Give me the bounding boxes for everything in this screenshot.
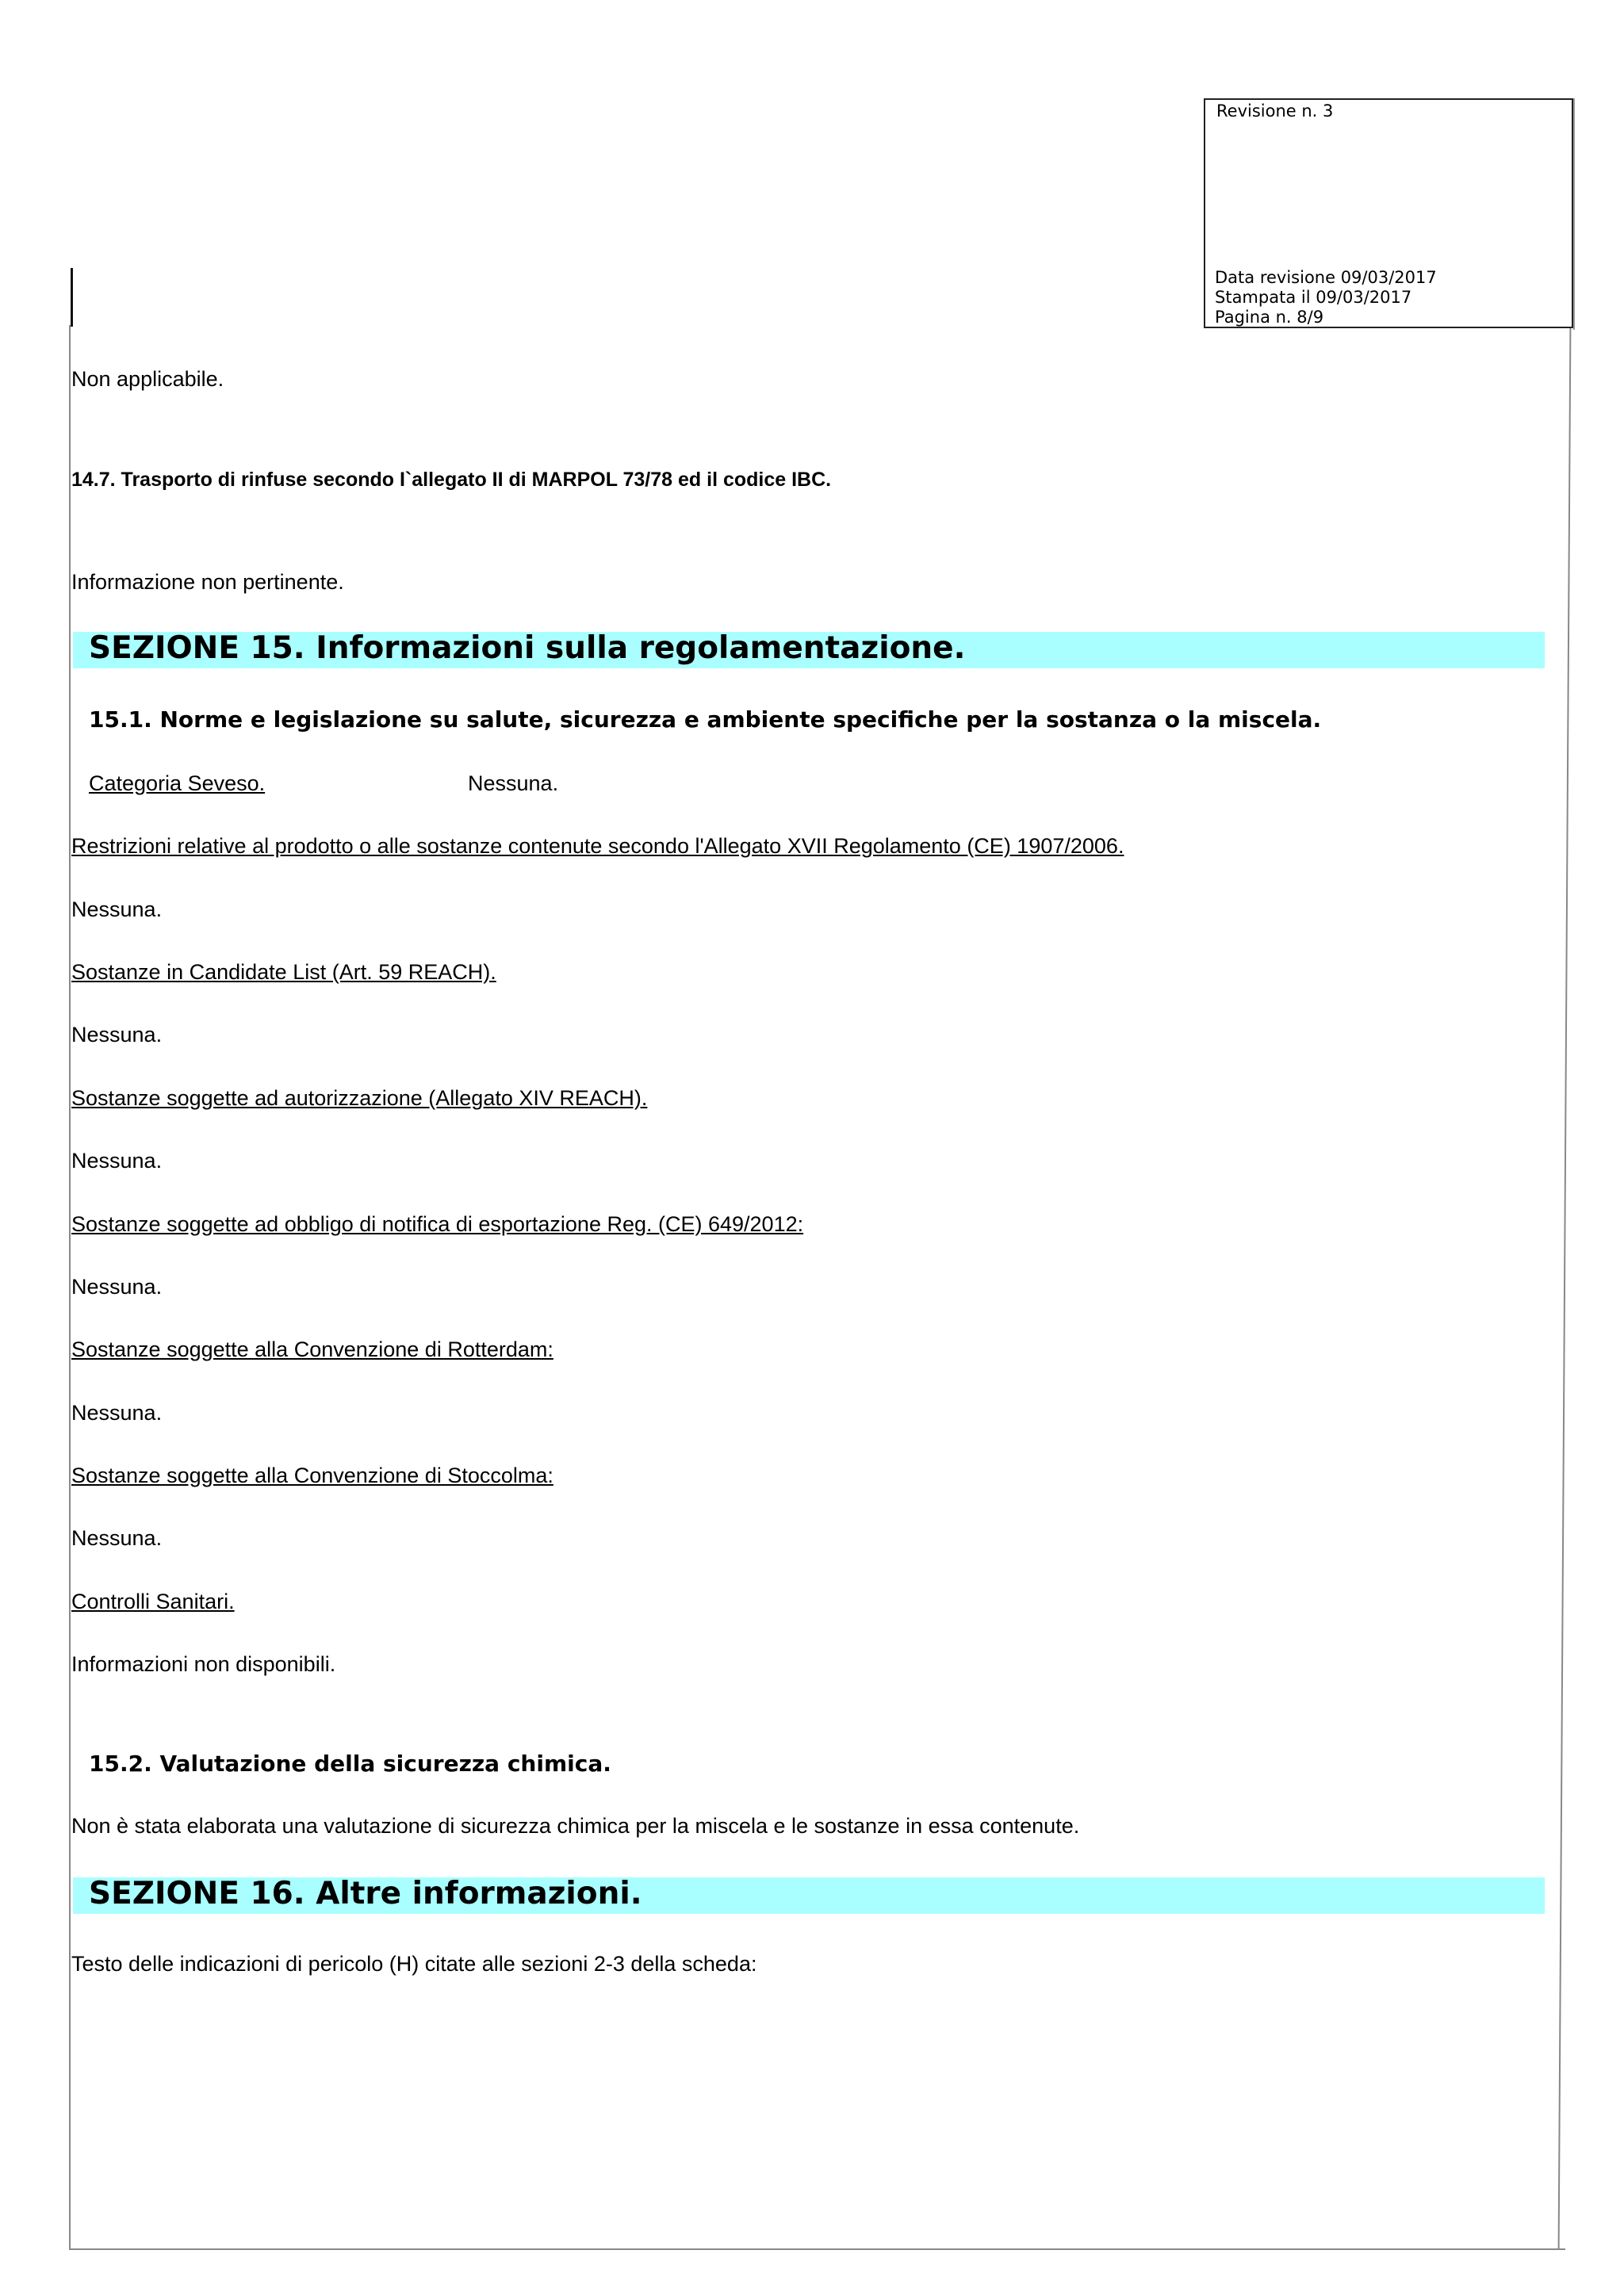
page-frame-left [69,325,71,2250]
revision-box-shadow [1573,98,1575,330]
regulation-item-value: Nessuna. [71,1023,163,1047]
regulation-item-label: Sostanze soggette alla Convenzione di Rotterdam: [71,1337,553,1361]
seveso-label: Categoria Seveso. [89,771,266,795]
regulation-item-label: Sostanze soggette ad obbligo di notifica di esportazione Reg. (CE) 649/2012: [71,1212,804,1236]
page-frame-right [1558,328,1572,2250]
regulation-item-label: Sostanze in Candidate List (Art. 59 REACH). [71,960,496,984]
info-not-relevant-text: Informazione non pertinente. [71,570,344,594]
not-applicable-text: Non applicabile. [71,367,224,391]
revision-details [1215,268,1437,327]
page-frame-bottom [69,2248,1565,2250]
revision-box [1204,98,1573,328]
printed-date: Stampata il 09/03/2017 [1215,288,1412,307]
section-15-title: SEZIONE 15. Informazioni sulla regolamentazione. [89,630,966,666]
regulation-item-label: Controlli Sanitari. [71,1590,235,1613]
regulation-item-label: Restrizioni relative al prodotto o alle sostanze contenute secondo l'Allegato XVII Regolamento (CE) 1907/2006. [71,834,1124,858]
regulation-item-value: Nessuna. [71,1275,163,1299]
regulation-item-value: Nessuna. [71,1401,163,1425]
heading-14-7: 14.7. Trasporto di rinfuse secondo I`allegato II di MARPOL 73/78 ed il codice IBC. [71,469,832,491]
text-cursor [71,268,73,327]
page-number: Pagina n. 8/9 [1215,308,1324,327]
revision-number: Revisione n. 3 [1216,101,1334,121]
heading-15-1: 15.1. Norme e legislazione su salute, sicurezza e ambiente specifiche per la sostanza o la miscela. [89,706,1322,733]
text-15-2: Non è stata elaborata una valutazione di sicurezza chimica per la miscela e le sostanze in essa contenute. [71,1814,1080,1838]
regulation-item-value: Nessuna. [71,897,163,921]
regulation-item-value: Nessuna. [71,1526,163,1550]
regulation-item-label: Sostanze soggette ad autorizzazione (Allegato XIV REACH). [71,1086,648,1110]
hazard-text-intro: Testo delle indicazioni di pericolo (H) citate alle sezioni 2-3 della scheda: [71,1952,757,1976]
regulation-item-label: Sostanze soggette alla Convenzione di Stoccolma: [71,1464,553,1487]
revision-date: Data revisione 09/03/2017 [1215,268,1437,287]
regulation-item-value: Informazioni non disponibili. [71,1652,336,1676]
section-16-title: SEZIONE 16. Altre informazioni. [89,1876,642,1911]
heading-15-2: 15.2. Valutazione della sicurezza chimica. [89,1751,611,1777]
seveso-value: Nessuna. [468,771,559,795]
regulation-item-value: Nessuna. [71,1149,163,1173]
